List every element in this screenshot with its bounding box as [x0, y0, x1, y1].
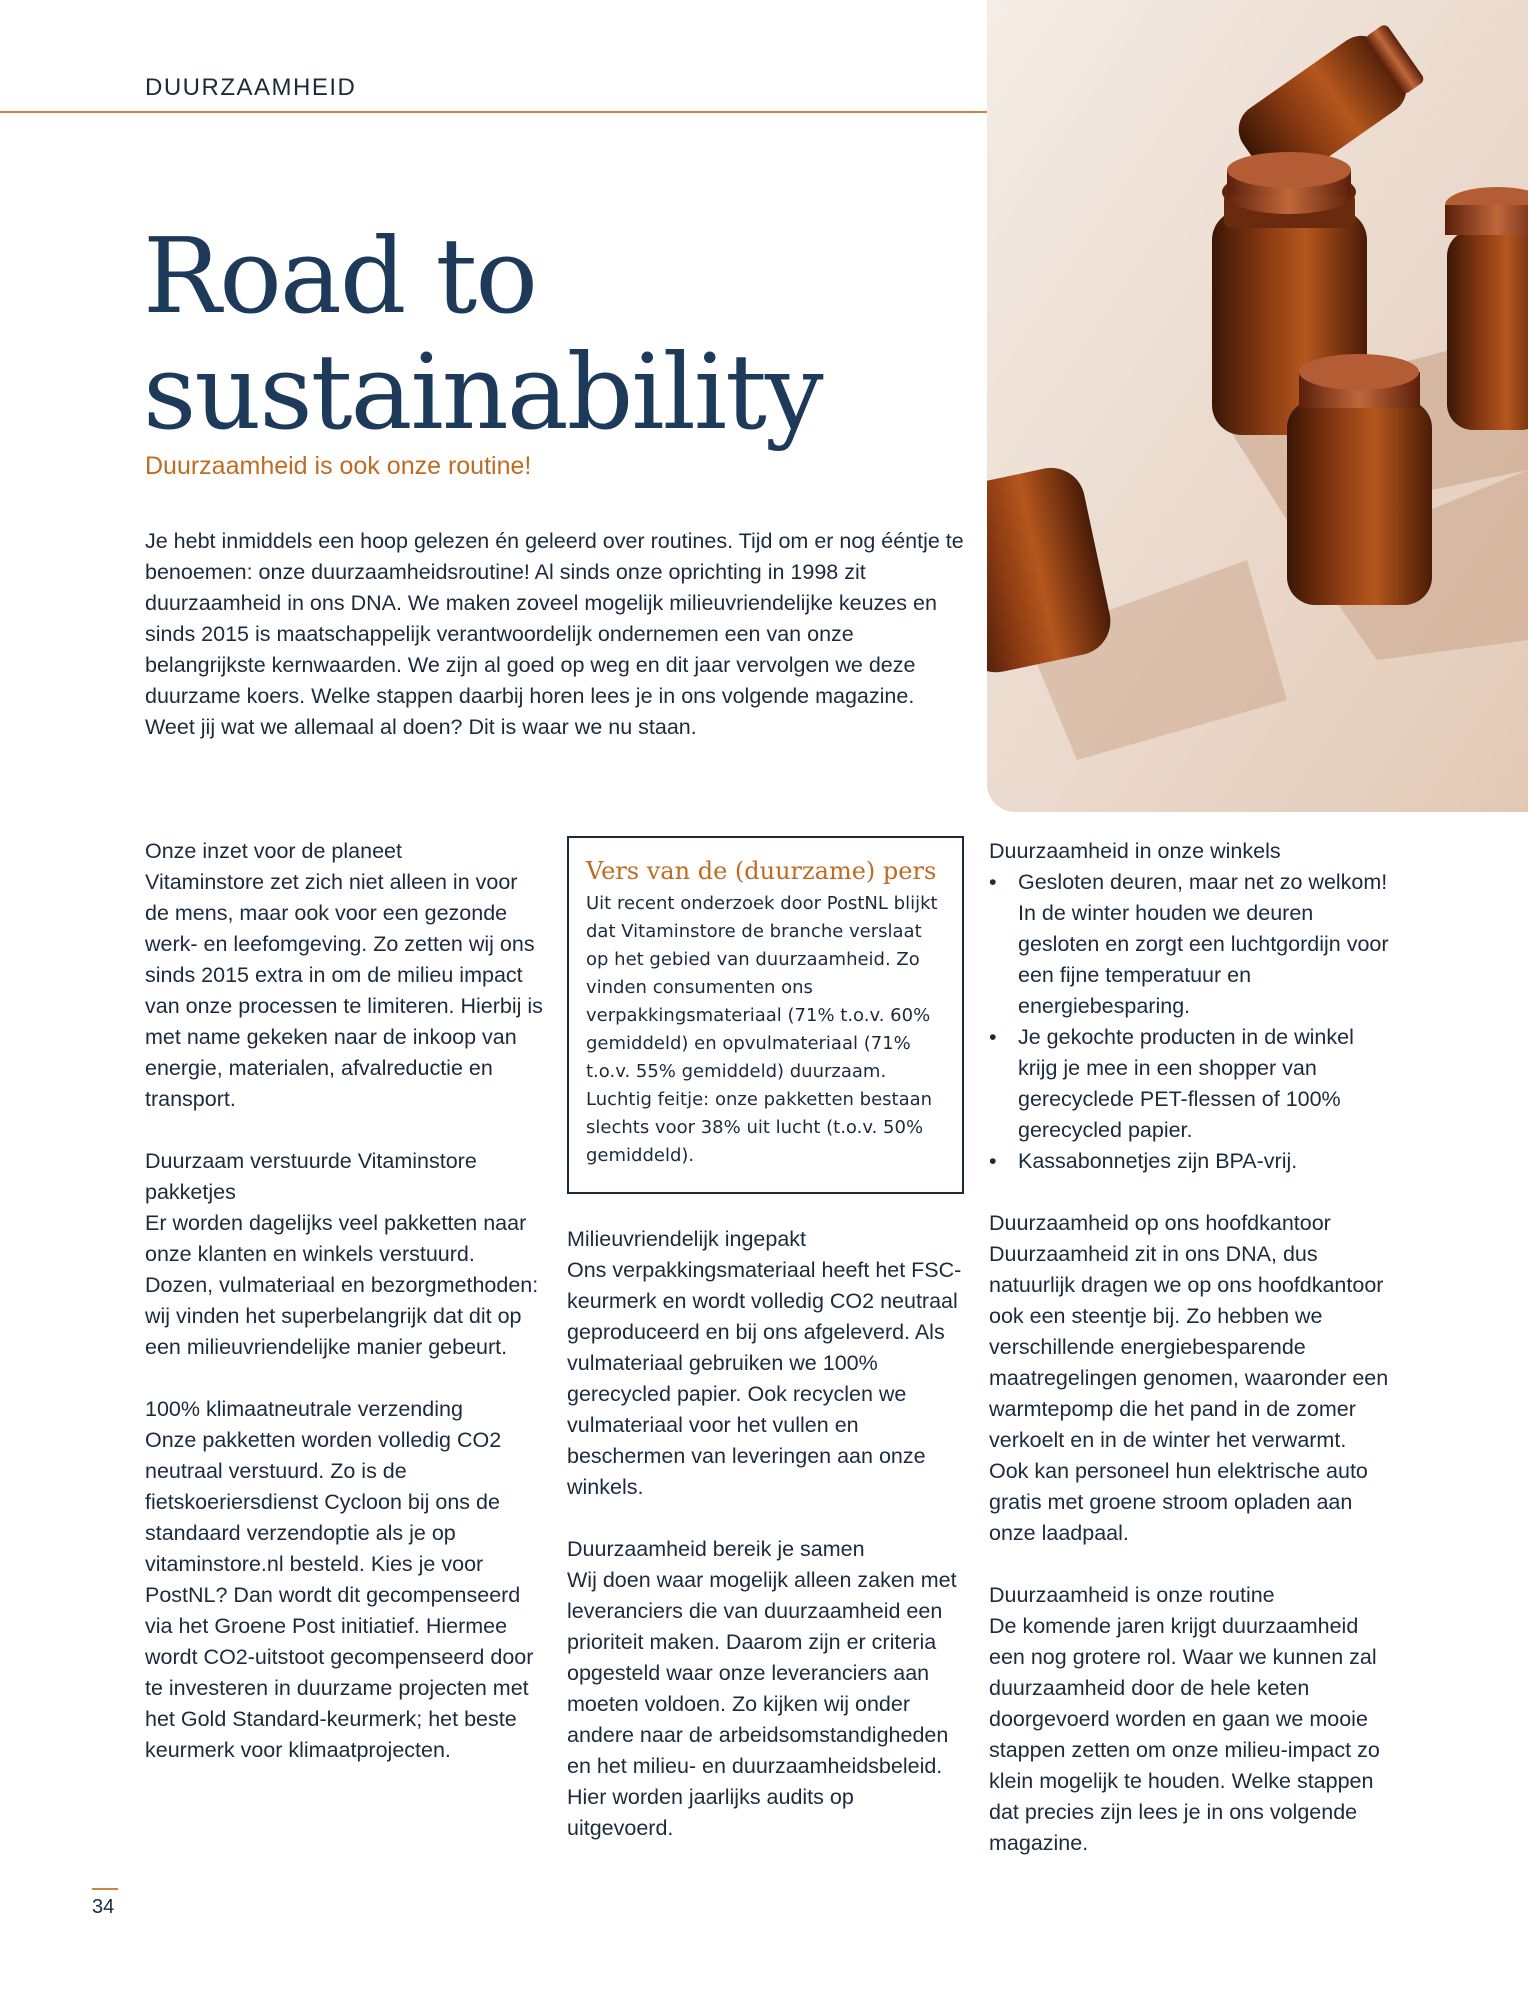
column-3 [989, 836, 1389, 1890]
subtitle: Duurzaamheid is ook onze routine! [145, 452, 532, 480]
bullet-list [989, 867, 1389, 1177]
section-body: Er worden dagelijks veel pakketten naar onze klanten en winkels verstuurd. Dozen, vulmateriaal en bezorgmethoden: wij vinden het superbelangrijk dat dit op een milieuvriendelijke manier gebeurt. [145, 1211, 539, 1359]
press-box-body: Uit recent onderzoek door PostNL blijkt dat Vitaminstore de branche verslaat op het gebied van duurzaamheid. Zo vinden consumenten ons verpakkingsmateriaal (71% t.o.v. 60% gemiddeld) en opvulmateriaal (71% t.o.v. 55% gemiddeld) duurzaam. Luchtig feitje: onze pakketten bestaan slechts voor 38% uit lucht (t.o.v. 50% gemiddeld). [586, 893, 938, 1166]
page-title [143, 215, 963, 453]
hero-photo [987, 0, 1528, 812]
section-body: Wij doen waar mogelijk alleen zaken met leveranciers die van duurzaamheid een prioriteit maken. Daarom zijn er criteria opgesteld waar onze leveranciers aan moeten voldoen. Zo kijken wij onder andere naar de arbeidsomstandigheden en het milieu- en duurzaamheidsbeleid. Hier worden jaarlijks audits op uitgevoerd. [567, 1568, 957, 1840]
section-body: Vitaminstore zet zich niet alleen in voor de mens, maar ook voor een gezonde werk- en leefomgeving. Zo zetten wij ons sinds 2015 extra in om de milieu impact van onze processen te limiteren. Hierbij is met name gekeken naar de inkoop van energie, materialen, afvalreductie en transport. [145, 870, 543, 1111]
section-body: Duurzaamheid zit in ons DNA, dus natuurlijk dragen we op ons hoofdkantoor ook een steentje bij. Zo hebben we verschillende energiebesparende maatregelingen genomen, waaronder een warmtepomp die het pand in de zomer verkoelt en in de winter het verwarmt. Ook kan personeel hun elektrische auto gratis met groene stroom opladen aan onze laadpaal. [989, 1242, 1389, 1545]
list-item: • Gesloten deuren, maar net zo welkom! In de winter houden we deuren gesloten en zorgt een luchtgordijn voor een fijne temperatuur en energiebesparing. [989, 867, 1389, 1022]
section-heading: Duurzaamheid in onze winkels [989, 839, 1281, 863]
section-body: Onze pakketten worden volledig CO2 neutraal verstuurd. Zo is de fietskoeriersdienst Cycloon bij ons de standaard verzendoptie als je op vitaminstore.nl besteld. Kies je voor PostNL? Dan wordt dit gecompenseerd via het Groene Post initiatief. Hiermee wordt CO2-uitstoot gecompenseerd door te investeren in duurzame projecten met het Gold Standard-keurmerk; het beste keurmerk voor klimaatprojecten. [145, 1428, 534, 1762]
bullet: • [989, 1025, 997, 1049]
list-item: • Je gekochte producten in de winkel krijg je mee in een shopper van gerecyclede PET-flessen of 100% gerecycled papier. [989, 1022, 1389, 1146]
page-number-rule [92, 1888, 118, 1890]
column-2 [567, 836, 962, 1875]
section-label: DUURZAAMHEID [145, 74, 357, 101]
intro-paragraph: Je hebt inmiddels een hoop gelezen én geleerd over routines. Tijd om er nog ééntje te benoemen: onze duurzaamheidsroutine! Al sinds onze oprichting in 1998 zit duurzaamheid in ons DNA. We maken zoveel mogelijk milieuvriendelijke keuzes en sinds 2015 is maatschappelijk verantwoordelijk ondernemen een van onze belangrijkste kernwaarden. We zijn al goed op weg en dit jaar vervolgen we deze duurzame koers. Welke stappen daarbij horen lees je in ons volgende magazine. Weet jij wat we allemaal al doen? Dit is waar we nu staan. [145, 529, 964, 739]
section-heading: Onze inzet voor de planeet [145, 839, 402, 863]
page-number: 34 [92, 1896, 115, 1918]
section-heading: Duurzaamheid bereik je samen [567, 1537, 865, 1561]
press-box-title: Vers van de (duurzame) pers [586, 857, 937, 885]
header-rule [0, 111, 987, 113]
section-body: De komende jaren krijgt duurzaamheid een nog grotere rol. Waar we kunnen zal duurzaamheid door de hele keten doorgevoerd worden en gaan we mooie stappen zetten om onze milieu-impact zo klein mogelijk te houden. Welke stappen dat precies zijn lees je in ons volgende magazine. [989, 1614, 1380, 1855]
bullet: • [989, 1149, 997, 1173]
section-heading: Milieuvriendelijk ingepakt [567, 1227, 807, 1251]
press-box [567, 836, 964, 1194]
section-heading: Duurzaamheid op ons hoofdkantoor [989, 1211, 1331, 1235]
section-heading: Duurzaamheid is onze routine [989, 1583, 1275, 1607]
list-item: • Kassabonnetjes zijn BPA-vrij. [989, 1146, 1389, 1177]
column-1 [145, 836, 545, 1797]
section-heading: Duurzaam verstuurde Vitaminstore pakketjes [145, 1149, 477, 1204]
section-heading: 100% klimaatneutrale verzending [145, 1397, 463, 1421]
title-line-1: Road to [143, 215, 536, 337]
title-line-2: sustainability [143, 331, 822, 453]
section-body: Ons verpakkingsmateriaal heeft het FSC-keurmerk en wordt volledig CO2 neutraal geproduceerd en bij ons afgeleverd. Als vulmateriaal gebruiken we 100% gerecycled papier. Ook recyclen we vulmateriaal voor het vullen en beschermen van leveringen aan onze winkels. [567, 1258, 962, 1499]
bullet: • [989, 870, 997, 894]
